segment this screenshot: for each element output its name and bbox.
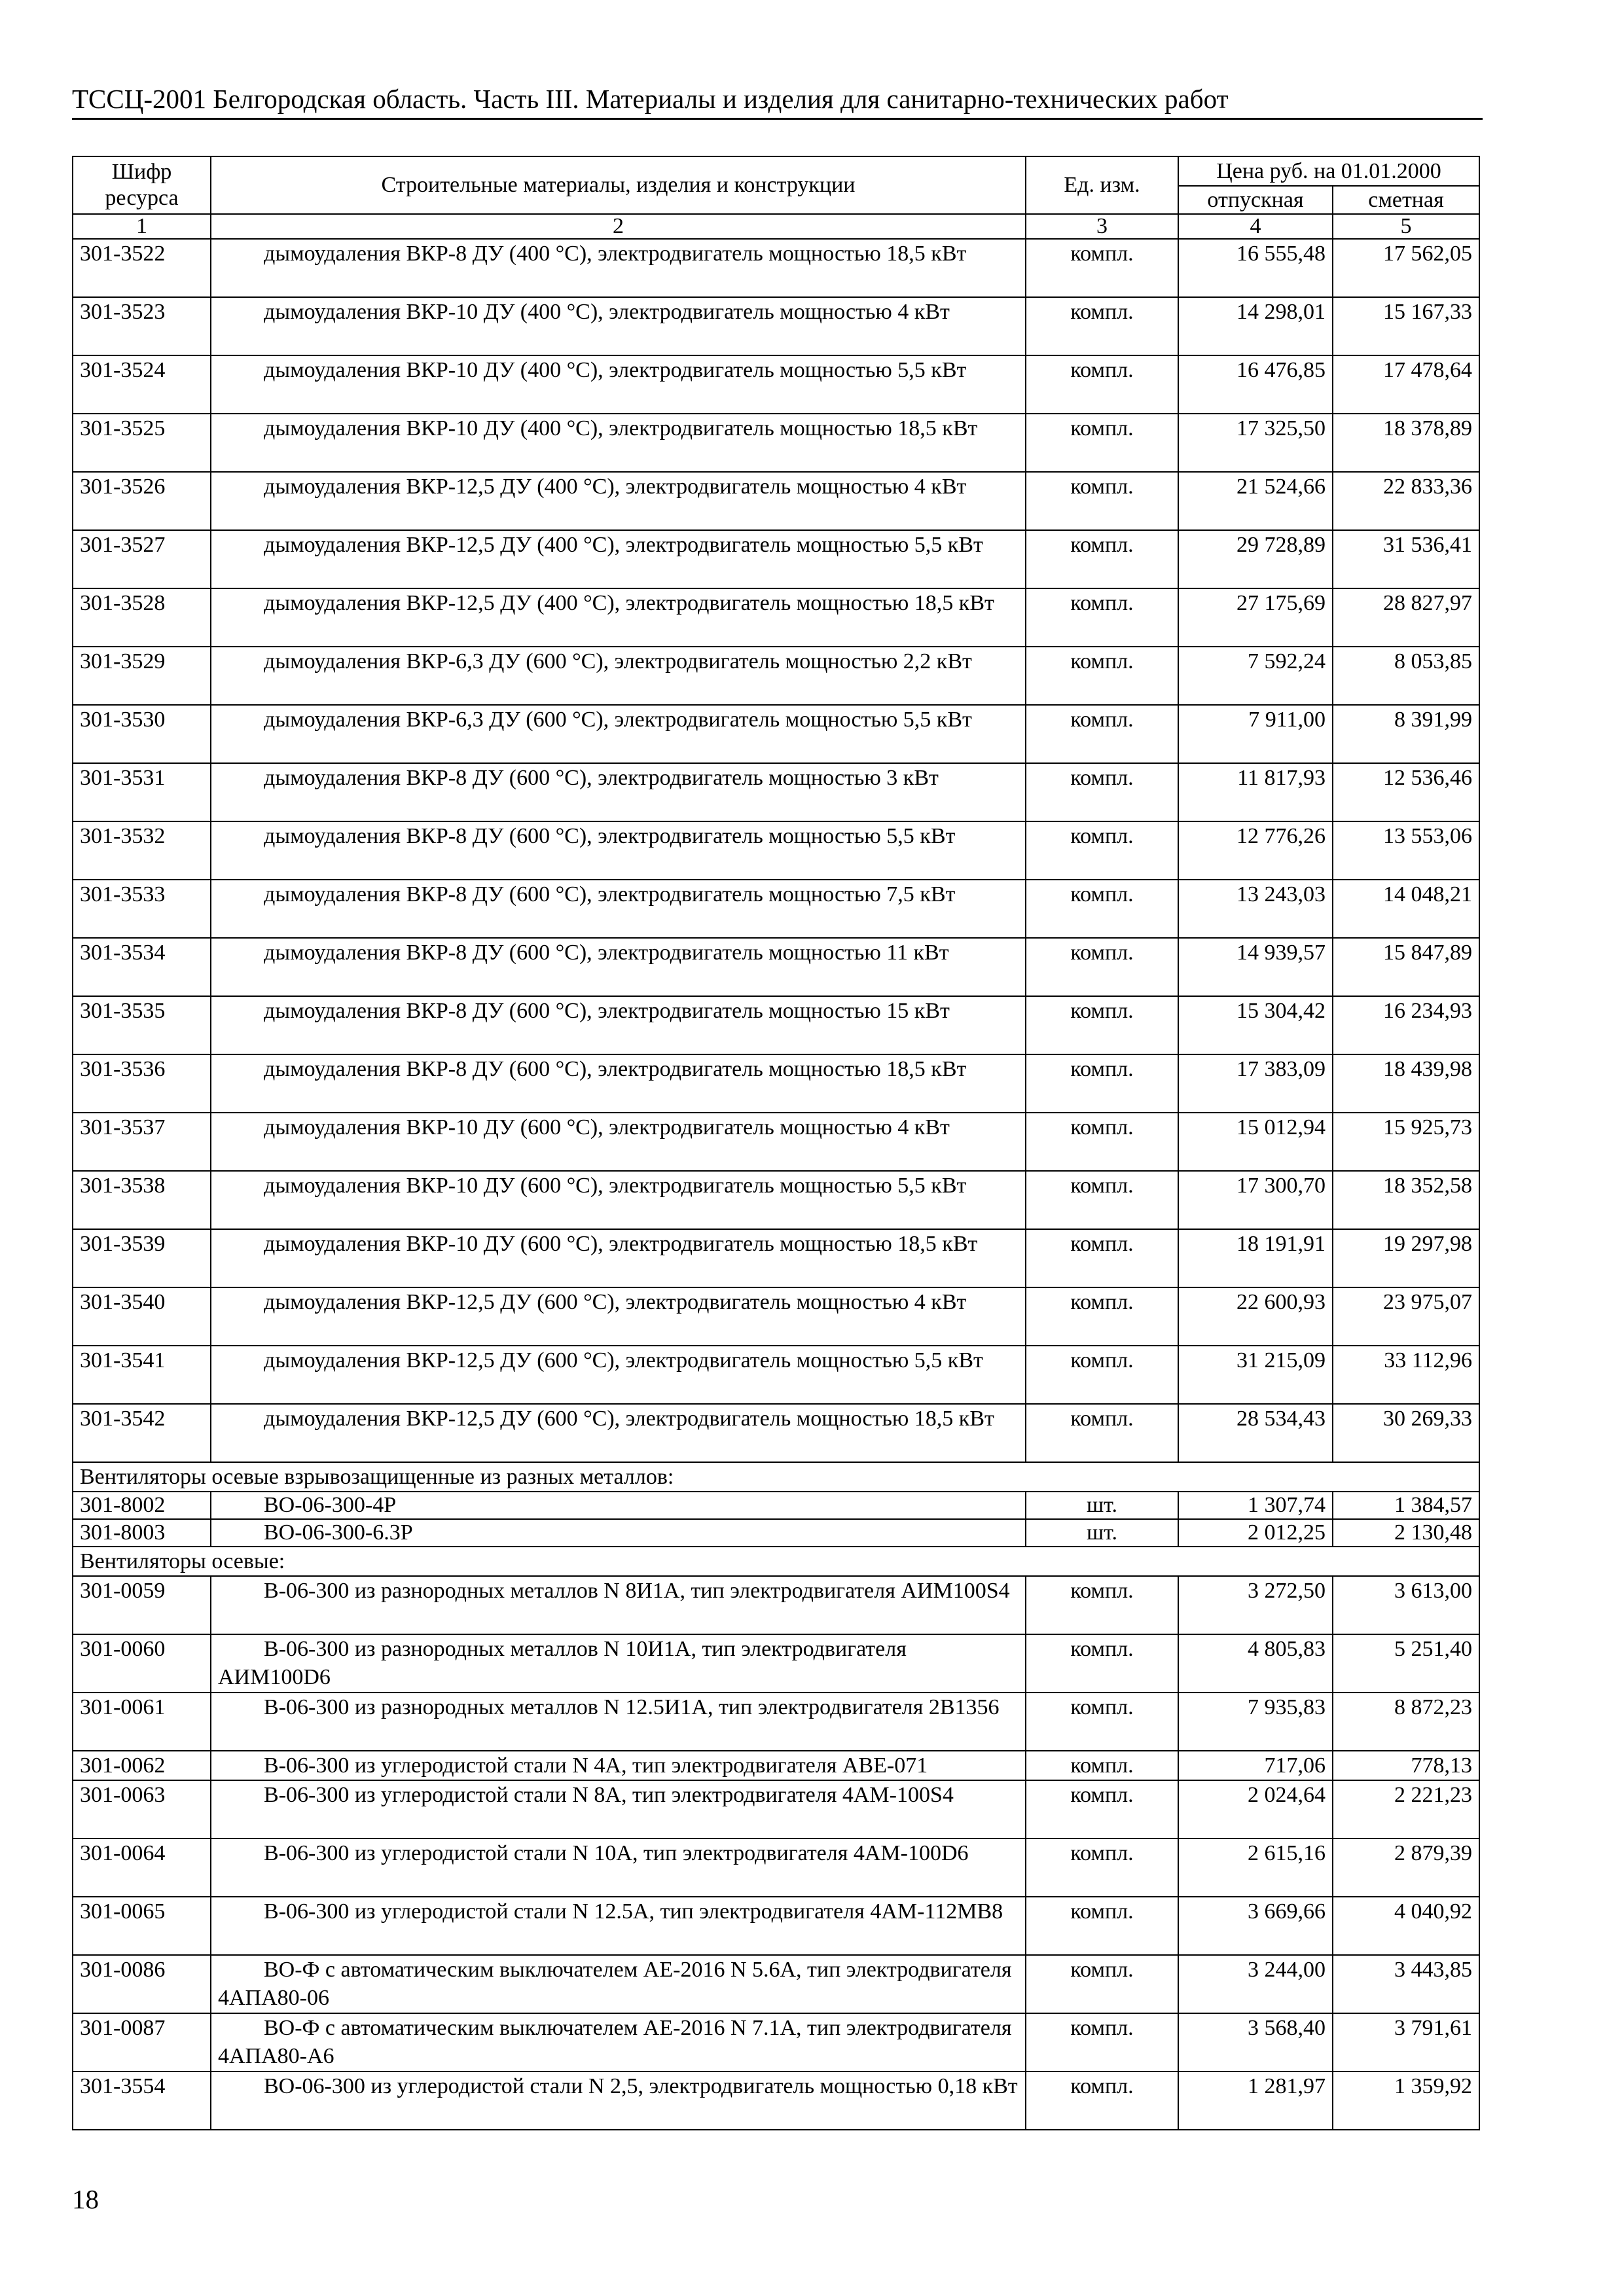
resource-code: 301-3528 xyxy=(73,588,211,647)
table-row xyxy=(73,880,1479,938)
table-row xyxy=(73,705,1479,763)
material-name-cell xyxy=(211,297,1026,355)
resource-code: 301-3535 xyxy=(73,996,211,1054)
price-release: 717,06 xyxy=(1178,1751,1333,1780)
price-release: 3 244,00 xyxy=(1178,1955,1333,2013)
price-estimate: 3 791,61 xyxy=(1333,2013,1479,2072)
material-name: В-06-300 из углеродистой стали N 8А, тип электродвигателя 4АМ-100S4 xyxy=(264,1783,954,1807)
material-name-cell xyxy=(211,1955,1026,2013)
unit: компл. xyxy=(1026,1404,1178,1462)
table-row xyxy=(73,1751,1479,1780)
table-row xyxy=(73,297,1479,355)
price-release: 21 524,66 xyxy=(1178,472,1333,530)
column-number: 3 xyxy=(1026,214,1178,239)
material-name: В-06-300 из разнородных металлов N 10И1А, тип электродвигателя АИМ100D6 xyxy=(218,1637,907,1689)
price-release: 11 817,93 xyxy=(1178,763,1333,821)
table-row xyxy=(73,472,1479,530)
material-name-cell xyxy=(211,1404,1026,1462)
table-row xyxy=(73,996,1479,1054)
material-name-cell xyxy=(211,472,1026,530)
column-number-row xyxy=(73,214,1479,239)
section-title: Вентиляторы осевые: xyxy=(73,1547,1479,1576)
material-name-cell xyxy=(211,705,1026,763)
resource-code: 301-3533 xyxy=(73,880,211,938)
material-name: дымоудаления ВКР-12,5 ДУ (400 °С), электродвигатель мощностью 4 кВт xyxy=(264,475,967,499)
col-name-header: Строительные материалы, изделия и конструкции xyxy=(211,156,1026,214)
page-number: 18 xyxy=(72,2184,99,2214)
price-release: 31 215,09 xyxy=(1178,1346,1333,1404)
material-name: ВО-06-300-6.3Р xyxy=(264,1520,413,1545)
price-estimate: 18 352,58 xyxy=(1333,1171,1479,1229)
unit: компл. xyxy=(1026,1780,1178,1839)
price-release: 15 304,42 xyxy=(1178,996,1333,1054)
material-name-cell xyxy=(211,2072,1026,2130)
price-estimate: 18 439,98 xyxy=(1333,1054,1479,1113)
column-number: 1 xyxy=(73,214,211,239)
unit: компл. xyxy=(1026,2013,1178,2072)
price-estimate: 2 879,39 xyxy=(1333,1839,1479,1897)
column-number: 2 xyxy=(211,214,1026,239)
unit: компл. xyxy=(1026,880,1178,938)
unit: компл. xyxy=(1026,1287,1178,1346)
price-estimate: 14 048,21 xyxy=(1333,880,1479,938)
material-name: дымоудаления ВКР-8 ДУ (600 °С), электродвигатель мощностью 7,5 кВт xyxy=(264,882,956,906)
table-row xyxy=(73,1054,1479,1113)
material-name: дымоудаления ВКР-8 ДУ (600 °С), электродвигатель мощностью 11 кВт xyxy=(264,941,949,965)
section-row xyxy=(73,1547,1479,1576)
material-name: В-06-300 из углеродистой стали N 4А, тип электродвигателя АВЕ-071 xyxy=(264,1753,928,1778)
material-name: дымоудаления ВКР-10 ДУ (400 °С), электродвигатель мощностью 5,5 кВт xyxy=(264,358,967,382)
material-name: дымоудаления ВКР-12,5 ДУ (400 °С), электродвигатель мощностью 5,5 кВт xyxy=(264,533,983,557)
price-estimate: 13 553,06 xyxy=(1333,821,1479,880)
unit: компл. xyxy=(1026,938,1178,996)
resource-code: 301-3532 xyxy=(73,821,211,880)
material-name-cell xyxy=(211,647,1026,705)
unit: компл. xyxy=(1026,1839,1178,1897)
price-release: 3 568,40 xyxy=(1178,2013,1333,2072)
price-release: 17 325,50 xyxy=(1178,414,1333,472)
col-price-release-header: отпускная xyxy=(1178,186,1333,214)
resource-code: 301-3538 xyxy=(73,1171,211,1229)
resource-code: 301-0061 xyxy=(73,1693,211,1751)
resource-code: 301-3534 xyxy=(73,938,211,996)
material-name-cell xyxy=(211,1519,1026,1547)
col-unit-header: Ед. изм. xyxy=(1026,156,1178,214)
material-name-cell xyxy=(211,1113,1026,1171)
material-name-cell xyxy=(211,1346,1026,1404)
resource-code: 301-3529 xyxy=(73,647,211,705)
resource-code: 301-8002 xyxy=(73,1492,211,1519)
material-name: дымоудаления ВКР-6,3 ДУ (600 °С), электродвигатель мощностью 2,2 кВт xyxy=(264,649,972,673)
table-row xyxy=(73,1229,1479,1287)
price-release: 16 555,48 xyxy=(1178,239,1333,297)
material-name: ВО-Ф с автоматическим выключателем АЕ-2016 N 5.6А, тип электродвигателя 4АПА80-06 xyxy=(218,1958,1012,2010)
resource-code: 301-3522 xyxy=(73,239,211,297)
unit: компл. xyxy=(1026,1346,1178,1404)
price-estimate: 19 297,98 xyxy=(1333,1229,1479,1287)
material-name: дымоудаления ВКР-6,3 ДУ (600 °С), электродвигатель мощностью 5,5 кВт xyxy=(264,708,972,732)
price-release: 14 939,57 xyxy=(1178,938,1333,996)
material-name: ВО-Ф с автоматическим выключателем АЕ-2016 N 7.1А, тип электродвигателя 4АПА80-А6 xyxy=(218,2016,1012,2068)
material-name: В-06-300 из разнородных металлов N 12.5И1А, тип электродвигателя 2В1356 xyxy=(264,1695,1000,1719)
table-row xyxy=(73,647,1479,705)
price-estimate: 4 040,92 xyxy=(1333,1897,1479,1955)
price-release: 4 805,83 xyxy=(1178,1634,1333,1693)
material-name-cell xyxy=(211,1780,1026,1839)
col-code-header: Шифр ресурса xyxy=(73,156,211,214)
material-name-cell xyxy=(211,588,1026,647)
price-estimate: 2 130,48 xyxy=(1333,1519,1479,1547)
resource-code: 301-0059 xyxy=(73,1576,211,1634)
material-name: ВО-06-300-4Р xyxy=(264,1493,397,1517)
unit: компл. xyxy=(1026,1171,1178,1229)
material-name-cell xyxy=(211,1171,1026,1229)
unit: компл. xyxy=(1026,1054,1178,1113)
material-name-cell xyxy=(211,1287,1026,1346)
resource-code: 301-3554 xyxy=(73,2072,211,2130)
material-name: дымоудаления ВКР-12,5 ДУ (600 °С), электродвигатель мощностью 4 кВт xyxy=(264,1290,967,1314)
unit: компл. xyxy=(1026,2072,1178,2130)
table-row xyxy=(73,1287,1479,1346)
resource-code: 301-0064 xyxy=(73,1839,211,1897)
price-estimate: 3 443,85 xyxy=(1333,1955,1479,2013)
table-row xyxy=(73,821,1479,880)
resource-code: 301-3536 xyxy=(73,1054,211,1113)
price-release: 2 615,16 xyxy=(1178,1839,1333,1897)
price-estimate: 2 221,23 xyxy=(1333,1780,1479,1839)
table-row xyxy=(73,1634,1479,1693)
price-release: 7 935,83 xyxy=(1178,1693,1333,1751)
material-name-cell xyxy=(211,1839,1026,1897)
material-name-cell xyxy=(211,1054,1026,1113)
price-release: 2 012,25 xyxy=(1178,1519,1333,1547)
unit: компл. xyxy=(1026,355,1178,414)
section-title: Вентиляторы осевые взрывозащищенные из разных металлов: xyxy=(73,1462,1479,1492)
material-name-cell xyxy=(211,414,1026,472)
table-row xyxy=(73,2013,1479,2072)
material-name-cell xyxy=(211,880,1026,938)
price-estimate: 3 613,00 xyxy=(1333,1576,1479,1634)
resource-code: 301-3531 xyxy=(73,763,211,821)
table-row xyxy=(73,1404,1479,1462)
table-row xyxy=(73,1780,1479,1839)
price-release: 17 300,70 xyxy=(1178,1171,1333,1229)
material-name: В-06-300 из углеродистой стали N 12.5А, тип электродвигателя 4АМ-112МВ8 xyxy=(264,1899,1003,1924)
price-estimate: 5 251,40 xyxy=(1333,1634,1479,1693)
price-release: 12 776,26 xyxy=(1178,821,1333,880)
col-price-estimate-header: сметная xyxy=(1333,186,1479,214)
resource-code: 301-3540 xyxy=(73,1287,211,1346)
price-estimate: 8 391,99 xyxy=(1333,705,1479,763)
resource-code: 301-3541 xyxy=(73,1346,211,1404)
unit: компл. xyxy=(1026,705,1178,763)
table-row xyxy=(73,2072,1479,2130)
material-name: дымоудаления ВКР-10 ДУ (600 °С), электродвигатель мощностью 5,5 кВт xyxy=(264,1174,967,1198)
column-number: 5 xyxy=(1333,214,1479,239)
material-name: дымоудаления ВКР-12,5 ДУ (600 °С), электродвигатель мощностью 5,5 кВт xyxy=(264,1348,983,1372)
page-header: ТССЦ-2001 Белгородская область. Часть III. Материалы и изделия для санитарно-технических работ xyxy=(72,84,1229,114)
price-estimate: 33 112,96 xyxy=(1333,1346,1479,1404)
material-name: дымоудаления ВКР-10 ДУ (600 °С), электродвигатель мощностью 4 кВт xyxy=(264,1115,950,1139)
material-name: дымоудаления ВКР-8 ДУ (600 °С), электродвигатель мощностью 15 кВт xyxy=(264,999,950,1023)
price-estimate: 28 827,97 xyxy=(1333,588,1479,647)
resource-code: 301-3523 xyxy=(73,297,211,355)
material-name: дымоудаления ВКР-8 ДУ (600 °С), электродвигатель мощностью 18,5 кВт xyxy=(264,1057,967,1081)
resource-code: 301-3526 xyxy=(73,472,211,530)
price-estimate: 15 847,89 xyxy=(1333,938,1479,996)
material-name-cell xyxy=(211,1897,1026,1955)
price-estimate: 8 872,23 xyxy=(1333,1693,1479,1751)
unit: компл. xyxy=(1026,1113,1178,1171)
table-row xyxy=(73,1346,1479,1404)
material-name: дымоудаления ВКР-8 ДУ (600 °С), электродвигатель мощностью 3 кВт xyxy=(264,766,939,790)
price-estimate: 30 269,33 xyxy=(1333,1404,1479,1462)
unit: шт. xyxy=(1026,1492,1178,1519)
unit: компл. xyxy=(1026,1751,1178,1780)
table-row xyxy=(73,239,1479,297)
price-estimate: 16 234,93 xyxy=(1333,996,1479,1054)
price-release: 29 728,89 xyxy=(1178,530,1333,588)
resource-code: 301-0086 xyxy=(73,1955,211,2013)
table-row xyxy=(73,1693,1479,1751)
unit: компл. xyxy=(1026,1693,1178,1751)
material-name: дымоудаления ВКР-12,5 ДУ (400 °С), электродвигатель мощностью 18,5 кВт xyxy=(264,591,994,615)
resource-code: 301-3524 xyxy=(73,355,211,414)
unit: компл. xyxy=(1026,239,1178,297)
price-release: 16 476,85 xyxy=(1178,355,1333,414)
unit: компл. xyxy=(1026,1229,1178,1287)
column-number: 4 xyxy=(1178,214,1333,239)
price-estimate: 31 536,41 xyxy=(1333,530,1479,588)
resource-code: 301-0060 xyxy=(73,1634,211,1693)
table-body xyxy=(73,239,1479,2130)
price-estimate: 1 384,57 xyxy=(1333,1492,1479,1519)
material-name-cell xyxy=(211,1229,1026,1287)
price-estimate: 12 536,46 xyxy=(1333,763,1479,821)
price-release: 18 191,91 xyxy=(1178,1229,1333,1287)
header-rule xyxy=(72,118,1483,120)
price-release: 1 281,97 xyxy=(1178,2072,1333,2130)
unit: компл. xyxy=(1026,1634,1178,1693)
price-release: 22 600,93 xyxy=(1178,1287,1333,1346)
resource-code: 301-3530 xyxy=(73,705,211,763)
price-estimate: 15 925,73 xyxy=(1333,1113,1479,1171)
material-name: В-06-300 из разнородных металлов N 8И1А, тип электродвигателя АИМ100S4 xyxy=(264,1579,1010,1603)
material-name-cell xyxy=(211,763,1026,821)
price-release: 7 911,00 xyxy=(1178,705,1333,763)
price-table xyxy=(72,156,1480,2130)
table-row xyxy=(73,1955,1479,2013)
unit: компл. xyxy=(1026,821,1178,880)
table-row xyxy=(73,1576,1479,1634)
price-release: 2 024,64 xyxy=(1178,1780,1333,1839)
unit: компл. xyxy=(1026,414,1178,472)
col-price-header: Цена руб. на 01.01.2000 xyxy=(1178,156,1479,186)
material-name: дымоудаления ВКР-10 ДУ (400 °С), электродвигатель мощностью 4 кВт xyxy=(264,300,950,324)
price-estimate: 17 478,64 xyxy=(1333,355,1479,414)
resource-code: 301-3525 xyxy=(73,414,211,472)
table-row xyxy=(73,530,1479,588)
table-row xyxy=(73,1492,1479,1519)
price-estimate: 23 975,07 xyxy=(1333,1287,1479,1346)
material-name: В-06-300 из углеродистой стали N 10А, тип электродвигателя 4АМ-100D6 xyxy=(264,1841,969,1865)
resource-code: 301-0087 xyxy=(73,2013,211,2072)
material-name: дымоудаления ВКР-8 ДУ (400 °С), электродвигатель мощностью 18,5 кВт xyxy=(264,242,967,266)
table-head xyxy=(73,156,1479,239)
table-row xyxy=(73,588,1479,647)
resource-code: 301-3537 xyxy=(73,1113,211,1171)
material-name-cell xyxy=(211,1634,1026,1693)
price-release: 1 307,74 xyxy=(1178,1492,1333,1519)
resource-code: 301-3527 xyxy=(73,530,211,588)
price-estimate: 1 359,92 xyxy=(1333,2072,1479,2130)
material-name-cell xyxy=(211,2013,1026,2072)
price-release: 3 669,66 xyxy=(1178,1897,1333,1955)
table-row xyxy=(73,1897,1479,1955)
table-row xyxy=(73,1113,1479,1171)
resource-code: 301-0065 xyxy=(73,1897,211,1955)
price-estimate: 17 562,05 xyxy=(1333,239,1479,297)
unit: компл. xyxy=(1026,1576,1178,1634)
price-estimate: 15 167,33 xyxy=(1333,297,1479,355)
resource-code: 301-8003 xyxy=(73,1519,211,1547)
price-release: 27 175,69 xyxy=(1178,588,1333,647)
table-row xyxy=(73,355,1479,414)
price-estimate: 8 053,85 xyxy=(1333,647,1479,705)
material-name: дымоудаления ВКР-10 ДУ (600 °С), электродвигатель мощностью 18,5 кВт xyxy=(264,1232,978,1256)
material-name-cell xyxy=(211,1751,1026,1780)
price-estimate: 18 378,89 xyxy=(1333,414,1479,472)
table-row xyxy=(73,414,1479,472)
table-row xyxy=(73,1171,1479,1229)
unit: компл. xyxy=(1026,472,1178,530)
price-release: 14 298,01 xyxy=(1178,297,1333,355)
unit: компл. xyxy=(1026,763,1178,821)
unit: компл. xyxy=(1026,647,1178,705)
material-name-cell xyxy=(211,530,1026,588)
resource-code: 301-3539 xyxy=(73,1229,211,1287)
unit: компл. xyxy=(1026,996,1178,1054)
price-release: 28 534,43 xyxy=(1178,1404,1333,1462)
section-row xyxy=(73,1462,1479,1492)
price-release: 15 012,94 xyxy=(1178,1113,1333,1171)
table-row xyxy=(73,1519,1479,1547)
material-name: дымоудаления ВКР-12,5 ДУ (600 °С), электродвигатель мощностью 18,5 кВт xyxy=(264,1407,994,1431)
material-name-cell xyxy=(211,996,1026,1054)
material-name: дымоудаления ВКР-8 ДУ (600 °С), электродвигатель мощностью 5,5 кВт xyxy=(264,824,956,848)
table-row xyxy=(73,763,1479,821)
unit: компл. xyxy=(1026,588,1178,647)
material-name-cell xyxy=(211,239,1026,297)
resource-code: 301-0063 xyxy=(73,1780,211,1839)
material-name-cell xyxy=(211,938,1026,996)
resource-code: 301-3542 xyxy=(73,1404,211,1462)
resource-code: 301-0062 xyxy=(73,1751,211,1780)
unit: компл. xyxy=(1026,297,1178,355)
material-name: дымоудаления ВКР-10 ДУ (400 °С), электродвигатель мощностью 18,5 кВт xyxy=(264,416,978,440)
price-release: 13 243,03 xyxy=(1178,880,1333,938)
price-release: 3 272,50 xyxy=(1178,1576,1333,1634)
unit: компл. xyxy=(1026,1897,1178,1955)
price-release: 17 383,09 xyxy=(1178,1054,1333,1113)
unit: компл. xyxy=(1026,530,1178,588)
price-estimate: 22 833,36 xyxy=(1333,472,1479,530)
material-name-cell xyxy=(211,821,1026,880)
price-estimate: 778,13 xyxy=(1333,1751,1479,1780)
table-row xyxy=(73,1839,1479,1897)
material-name-cell xyxy=(211,1576,1026,1634)
unit: шт. xyxy=(1026,1519,1178,1547)
material-name: ВО-06-300 из углеродистой стали N 2,5, электродвигатель мощностью 0,18 кВт xyxy=(264,2074,1018,2098)
unit: компл. xyxy=(1026,1955,1178,2013)
table-row xyxy=(73,938,1479,996)
material-name-cell xyxy=(211,355,1026,414)
price-release: 7 592,24 xyxy=(1178,647,1333,705)
material-name-cell xyxy=(211,1693,1026,1751)
material-name-cell xyxy=(211,1492,1026,1519)
